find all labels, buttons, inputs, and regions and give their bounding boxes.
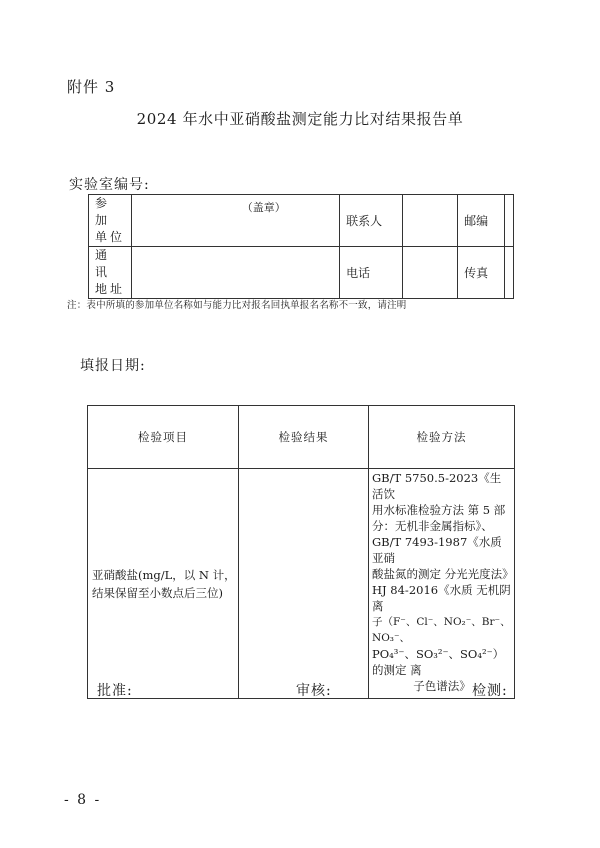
method-line: 子色谱法》: [413, 679, 471, 693]
approve-signature-label: 批准:: [97, 683, 133, 699]
attachment-label: 附件 3: [67, 78, 116, 96]
phone-field[interactable]: [403, 247, 458, 299]
address-label: 通 讯 地址: [89, 247, 132, 299]
lab-number-label: 实验室编号:: [69, 177, 150, 193]
address-field[interactable]: [132, 247, 340, 299]
test-item-cell: [88, 469, 239, 699]
method-line: GB/T 5750.5-2023《生活饮: [372, 471, 502, 501]
footnote: 注：表中所填的参加单位名称如与能力比对报名回执单报名名称不一致，请注明: [67, 300, 407, 311]
method-line: PO₄³⁻、SO₃²⁻、SO₄²⁻）的测定 离: [372, 647, 505, 677]
contact-label: 联系人: [340, 195, 403, 247]
participant-unit-field[interactable]: [132, 195, 340, 247]
fax-field[interactable]: [505, 247, 514, 299]
participant-unit-label: 参 加 单位: [89, 195, 132, 247]
review-signature-label: 审核:: [296, 683, 332, 699]
fill-date-label: 填报日期:: [80, 358, 146, 374]
result-table: [87, 405, 515, 699]
method-line: 子（F⁻、Cl⁻、NO₂⁻、Br⁻、NO₃⁻、: [372, 616, 511, 644]
test-method-cell: [369, 469, 515, 699]
method-line: 分：无机非金属指标》、: [372, 519, 493, 533]
page-title: 2024 年水中亚硝酸盐测定能力比对结果报告单: [136, 110, 464, 128]
method-line: GB/T 7493-1987《水质 亚硝: [372, 535, 502, 565]
postcode-label: 邮编: [458, 195, 505, 247]
contact-field[interactable]: [403, 195, 458, 247]
result-row: [88, 469, 515, 699]
header-test-method: 检验方法: [369, 406, 515, 469]
fax-label: 传真: [458, 247, 505, 299]
test-item-line: 亚硝酸盐(mg/L，以 N 计，: [92, 567, 236, 582]
test-item-line: 结果保留至小数点后三位): [92, 585, 223, 600]
participant-info-table: [88, 194, 514, 299]
test-result-cell[interactable]: [239, 469, 369, 699]
header-test-result: 检验结果: [239, 406, 369, 469]
page-number: - 8 -: [64, 792, 102, 808]
result-table-header: [88, 406, 515, 469]
method-line: HJ 84-2016《水质 无机阴离: [372, 583, 511, 613]
method-line: 酸盐氮的测定 分光光度法》: [372, 567, 514, 581]
postcode-field[interactable]: [505, 195, 514, 247]
test-signature-label: 检测:: [472, 683, 508, 699]
phone-label: 电话: [340, 247, 403, 299]
header-test-item: 检验项目: [88, 406, 239, 469]
seal-label: （盖章）: [241, 201, 286, 214]
method-line: 用水标准检验方法 第 5 部: [372, 503, 506, 517]
